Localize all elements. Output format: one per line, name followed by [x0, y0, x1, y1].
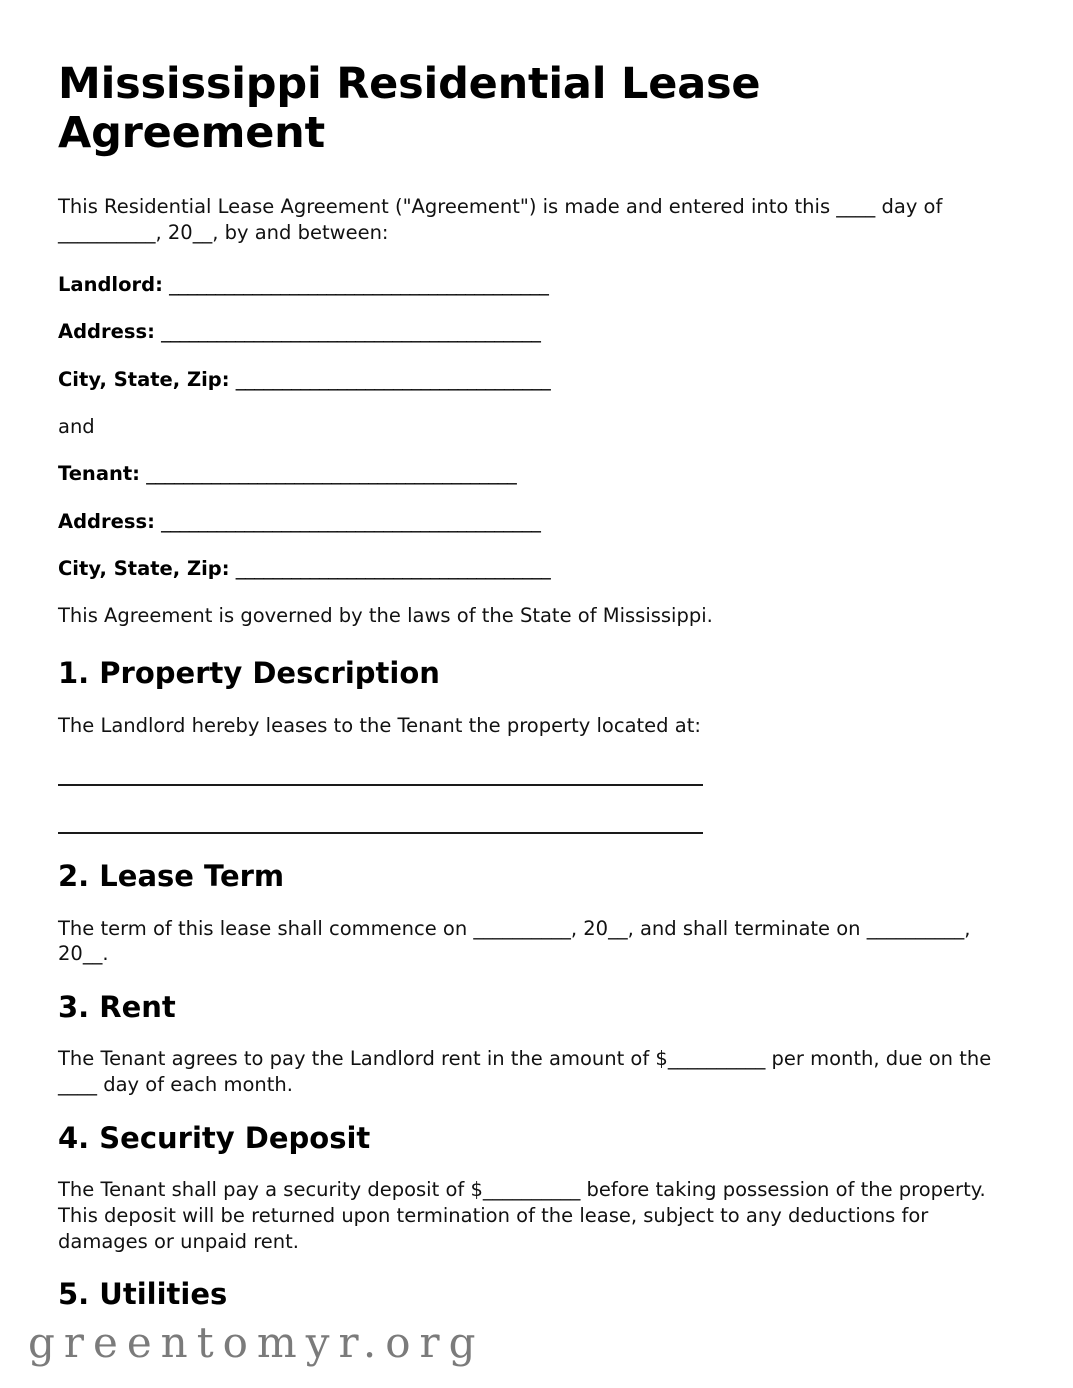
tenant-name-label: Tenant: — [58, 462, 140, 486]
section-body-4: The Tenant shall pay a security deposit of $__________ before taking possession of the property. This deposit will be returned upon termination of the lease, subject to any deductions for damages or unpaid rent. — [58, 1178, 986, 1253]
section-heading-3: 3. Rent — [58, 990, 176, 1025]
tenant-name-blank[interactable]: ________________________________________ — [146, 462, 517, 486]
page-title: Mississippi Residential Lease Agreement — [58, 59, 761, 159]
property-description-blanks — [58, 784, 1013, 834]
landlord-name-blank[interactable]: _________________________________________ — [169, 272, 549, 296]
landlord-name-label: Landlord: — [58, 272, 163, 296]
section-body-2: The term of this lease shall commence on __________, 20__, and shall terminate on __________, 20__. — [58, 916, 971, 966]
tenant-name-field — [58, 461, 1013, 486]
parties-connector: and — [58, 414, 95, 438]
section-heading-4: 4. Security Deposit — [58, 1120, 371, 1155]
tenant-address-label: Address: — [58, 509, 155, 533]
landlord-address-label: Address: — [58, 320, 155, 344]
tenant-address-blank[interactable]: _________________________________________ — [161, 509, 541, 533]
site-watermark: greentomyr.org — [28, 1318, 485, 1367]
governing-law-paragraph: This Agreement is governed by the laws of the State of Mississippi. — [58, 604, 713, 628]
landlord-city-state-zip-label: City, State, Zip: — [58, 367, 230, 391]
landlord-name-field — [58, 272, 1013, 297]
tenant-city-state-zip-blank[interactable]: __________________________________ — [235, 556, 551, 580]
section-utilities — [58, 1278, 1013, 1311]
property-blank-line-2[interactable] — [58, 832, 703, 834]
landlord-city-state-zip-field — [58, 367, 1013, 392]
landlord-city-state-zip-blank[interactable]: __________________________________ — [235, 367, 551, 391]
section-body-3: The Tenant agrees to pay the Landlord rent in the amount of $__________ per month, due on the ____ day of each month. — [58, 1047, 992, 1097]
page-bottom-edge — [0, 1380, 1073, 1388]
section-property-description — [58, 657, 1013, 834]
section-security-deposit — [58, 1122, 1013, 1255]
section-heading-1: 1. Property Description — [58, 656, 440, 691]
section-body-1: The Landlord hereby leases to the Tenant the property located at: — [58, 713, 701, 737]
tenant-address-field — [58, 509, 1013, 534]
intro-paragraph: This Residential Lease Agreement ("Agreement") is made and entered into this ____ day of __________, 20__, by and between: — [58, 195, 943, 244]
section-lease-term — [58, 860, 1013, 967]
landlord-address-field — [58, 319, 1013, 344]
section-heading-5: 5. Utilities — [58, 1277, 228, 1312]
tenant-city-state-zip-field — [58, 556, 1013, 581]
tenant-city-state-zip-label: City, State, Zip: — [58, 556, 230, 580]
section-rent — [58, 991, 1013, 1098]
landlord-address-blank[interactable]: _________________________________________ — [161, 320, 541, 344]
property-blank-line-1[interactable] — [58, 784, 703, 786]
section-heading-2: 2. Lease Term — [58, 859, 285, 894]
